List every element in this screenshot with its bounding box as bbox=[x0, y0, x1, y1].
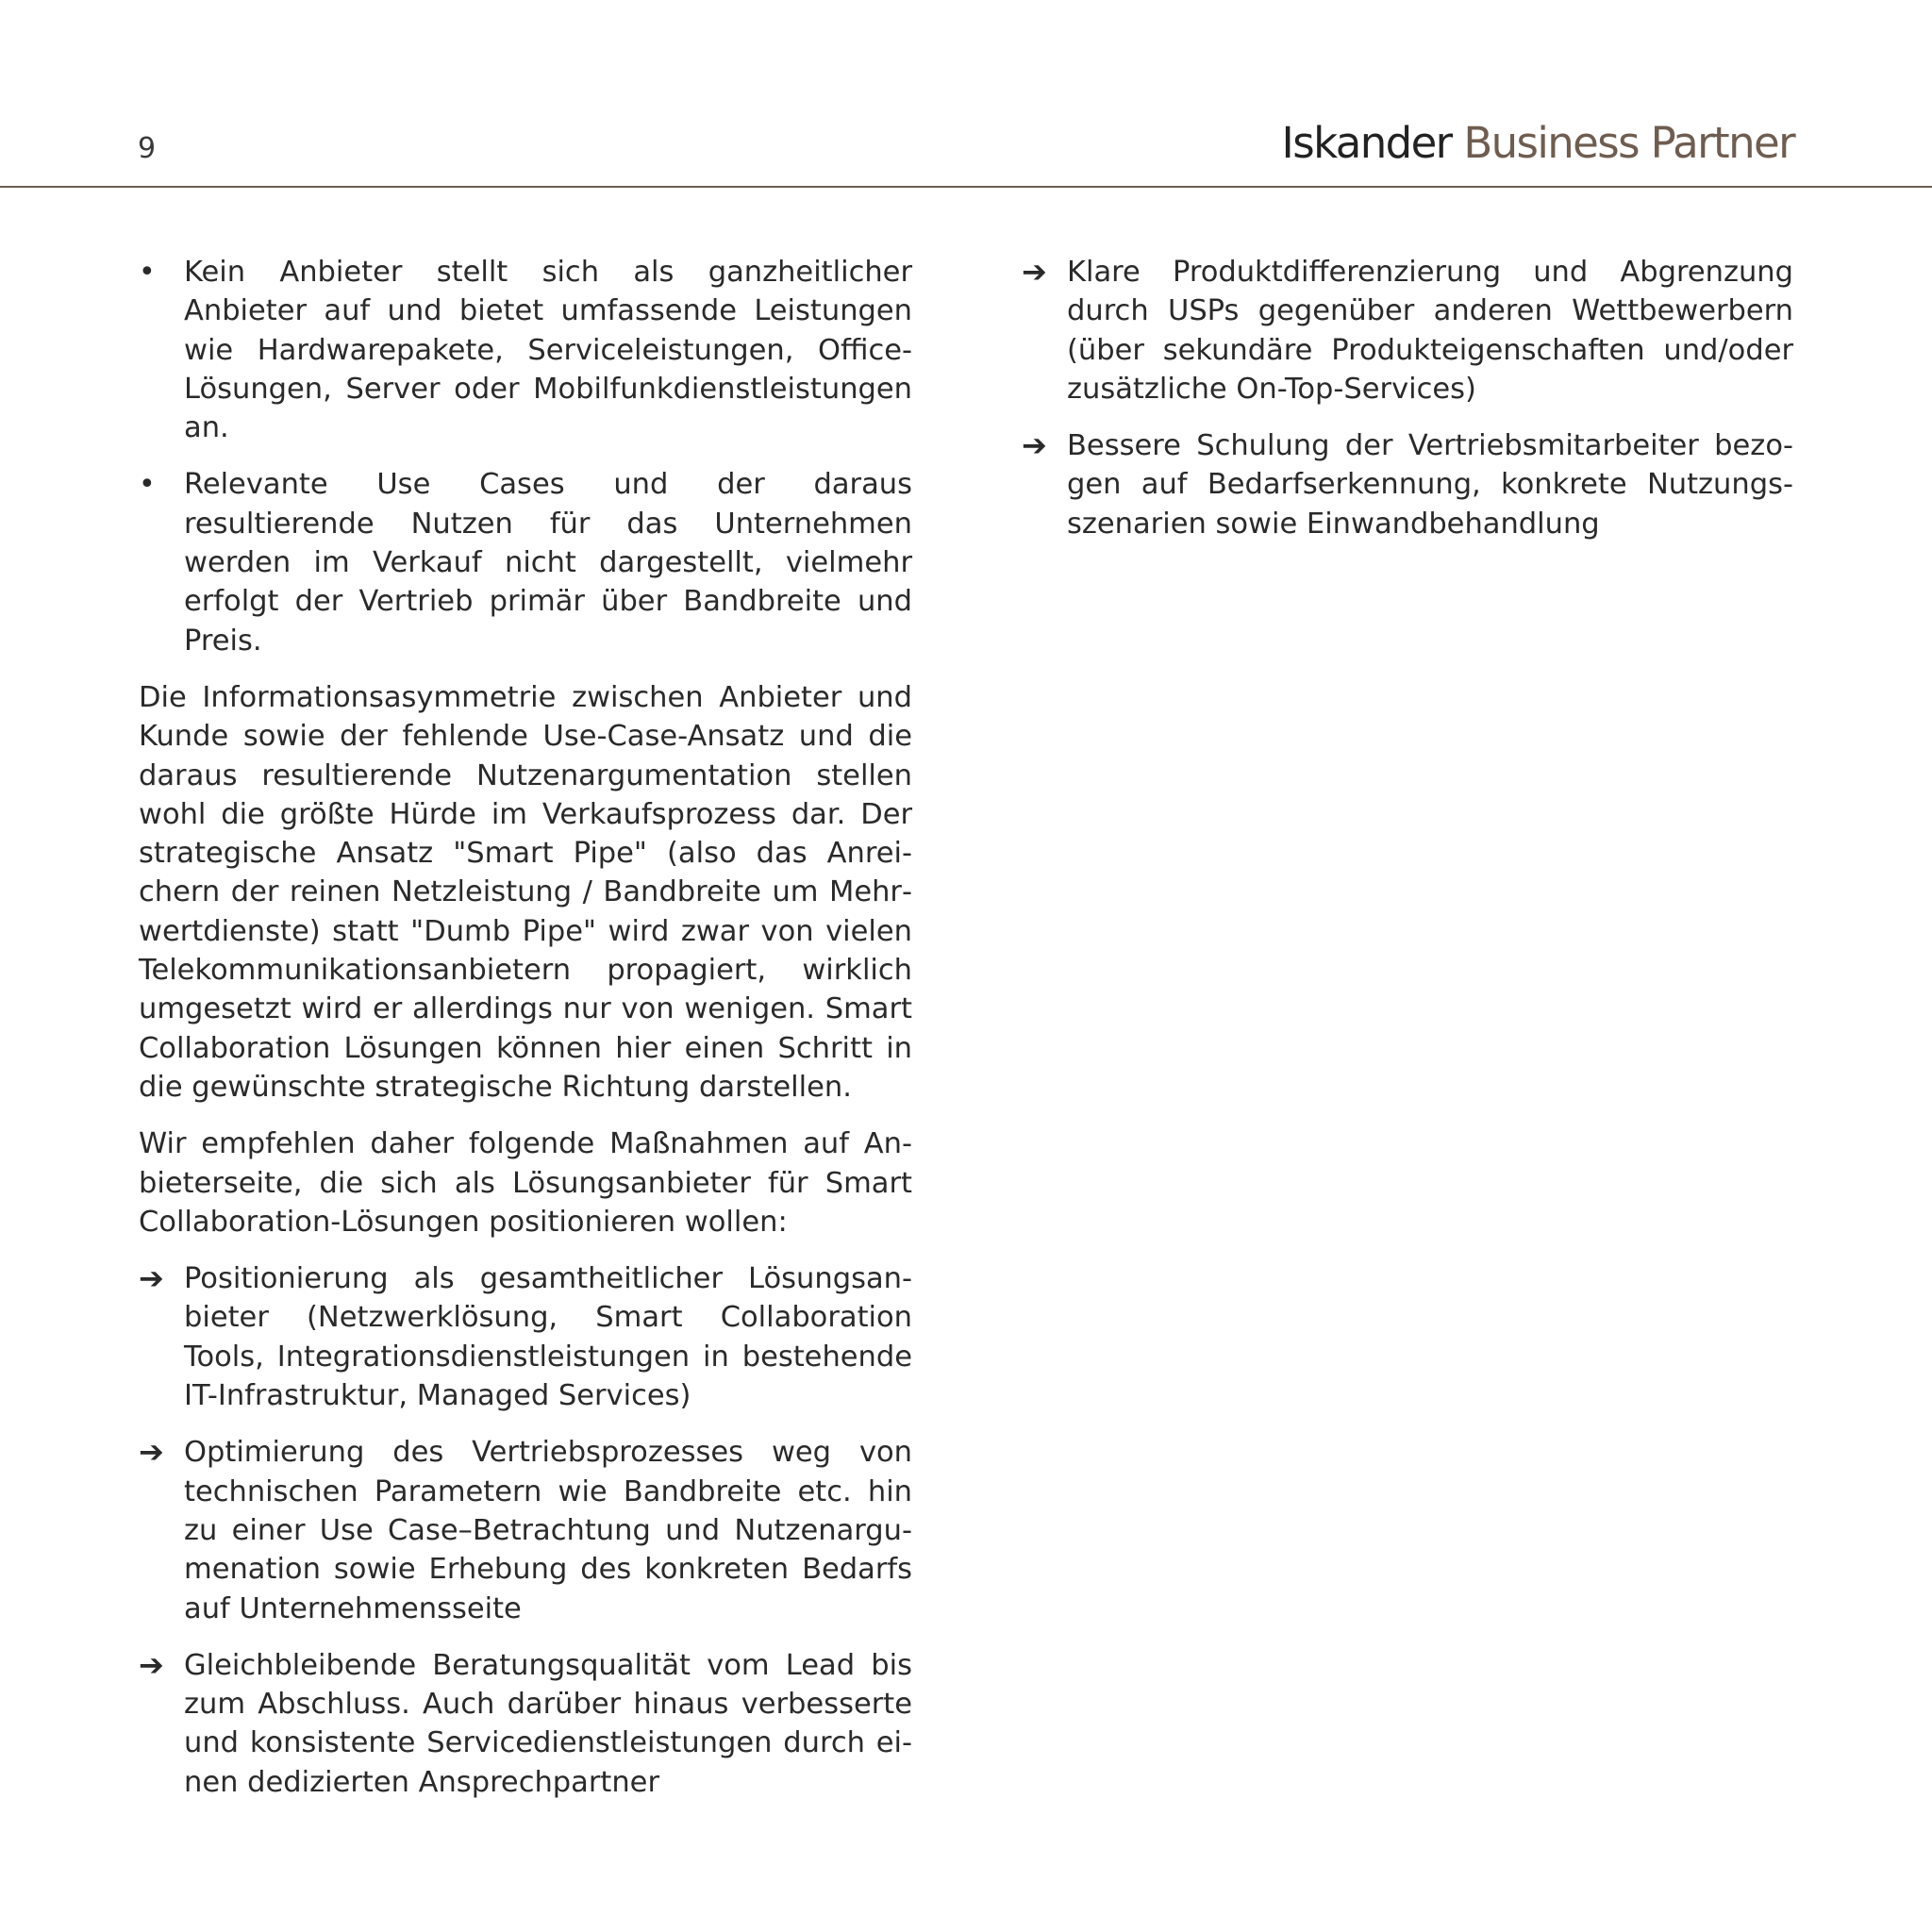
arrow-item-text: Positionierung als gesamtheitlicher Lösungsanbieter (Netzwerklösung, Smart Collaboration Tools, Integrationsdienstleistungen in bestehende IT-Infrastruktur, Managed Services) bbox=[184, 1262, 912, 1413]
page-number: 9 bbox=[138, 132, 157, 165]
bullet-icon: • bbox=[139, 468, 156, 502]
arrow-right-icon: ➔ bbox=[1022, 427, 1047, 464]
bullet-text: Relevante Use Cases und der daraus resultierende Nutzen für das Unternehmen werden im Verkauf nicht dargestellt, vielmehr erfolgt der Vertrieb primär über Bandbreite und Preis. bbox=[184, 468, 912, 658]
arrow-item-text: Klare Produktdifferenzierung und Abgrenzung durch USPs gegenüber anderen Wettbewerbern (über sekundäre Produkteigenschaften und/oder zusätzliche On-Top-Services) bbox=[1067, 256, 1793, 406]
body-paragraph: Die Informationsasymmetrie zwischen Anbieter und Kunde sowie der fehlende Use-Case-Ansatz und die daraus resultierende Nutzenargumentation stellen wohl die größte Hürde im Verkaufsprozess dar. Der strategische Ansatz "Smart Pipe" (also das Anreichern der reinen Netzleistung / Bandbreite um Mehrwertdienste) statt "Dumb Pipe" wird zwar von vielen Telekommunikationsanbietern propagiert, wirklich umgesetzt wird er allerdings nur von wenigen. Smart Collaboration Lösungen können hier einen Schritt in die gewünschte strategische Richtung darstellen. bbox=[139, 680, 912, 1104]
arrow-right-icon: ➔ bbox=[139, 1434, 164, 1471]
bullet-text: Kein Anbieter stellt sich als ganzheitlicher Anbieter auf und bietet umfassende Leistungen wie Hardwarepakete, Serviceleistungen, Office-Lösungen, Server oder Mobilfunkdienstleistungen an. bbox=[184, 256, 912, 445]
brand-subtitle: Business Partner bbox=[1463, 118, 1794, 168]
arrow-item-text: Gleichbleibende Beratungsqualität vom Lead bis zum Abschluss. Auch darüber hinaus verbesserte und konsistente Servicedienstleistungen durch einen dedizierten Ansprechpartner bbox=[184, 1648, 912, 1799]
arrow-item-text: Optimierung des Vertriebsprozesses weg von technischen Parametern wie Bandbreite etc. hin zu einer Use Case–Betrachtung und Nutzenargumenation sowie Erhebung des konkreten Bedarfs auf Unternehmensseite bbox=[184, 1436, 912, 1625]
left-column bbox=[139, 253, 912, 1820]
arrow-item bbox=[139, 1259, 912, 1415]
arrow-item-text: Bessere Schulung der Vertriebsmitarbeiter bezogen auf Bedarfserkennung, konkrete Nutzungsszenarien sowie Einwandbehandlung bbox=[1067, 429, 1793, 541]
arrow-right-icon: ➔ bbox=[139, 1260, 164, 1297]
right-column bbox=[1022, 253, 1793, 561]
header-divider bbox=[0, 186, 1932, 188]
bullet-item bbox=[139, 465, 912, 659]
brand-name: Iskander bbox=[1281, 118, 1452, 168]
arrow-item bbox=[1022, 426, 1793, 543]
arrow-right-icon: ➔ bbox=[139, 1646, 164, 1683]
bullet-item bbox=[139, 253, 912, 447]
body-paragraph: Wir empfehlen daher folgende Maßnahmen auf Anbieterseite, die sich als Lösungsanbieter für Smart Collaboration-Lösungen positionieren wollen: bbox=[139, 1127, 912, 1239]
brand-logo bbox=[1282, 115, 1794, 172]
bullet-icon: • bbox=[139, 256, 156, 289]
arrow-item bbox=[139, 1646, 912, 1802]
arrow-item bbox=[1022, 253, 1793, 408]
arrow-right-icon: ➔ bbox=[1022, 254, 1047, 290]
arrow-item bbox=[139, 1433, 912, 1627]
